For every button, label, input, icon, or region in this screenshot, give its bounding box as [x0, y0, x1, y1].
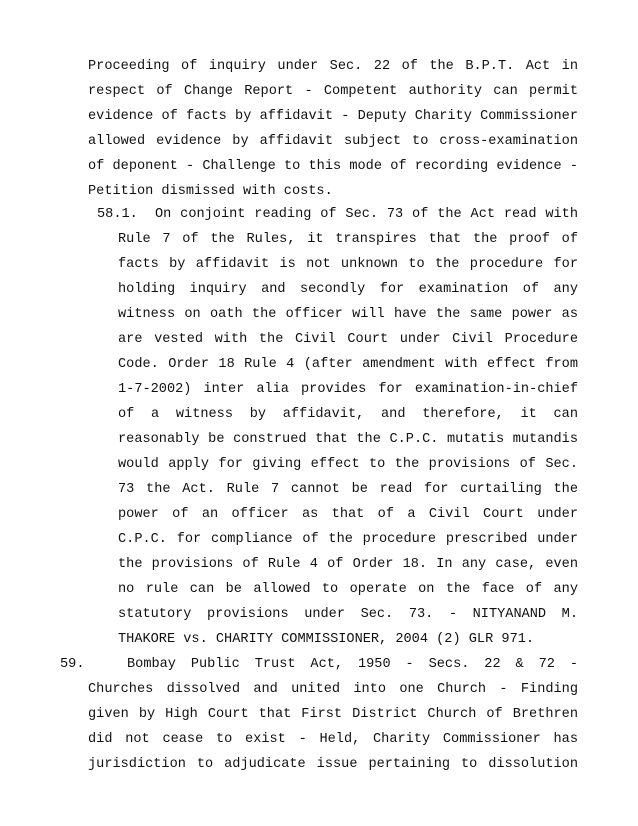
- paragraph-line: 73 the Act. Rule 7 cannot be read for curtailing the: [118, 482, 578, 497]
- paragraph-line: facts by affidavit is not unknown to the procedure for: [118, 257, 578, 272]
- paragraph-line: On conjoint reading of Sec. 73 of the Act read with: [155, 207, 578, 222]
- paragraph-line: the provisions of Rule 4 of Order 18. In any case, even: [118, 557, 578, 572]
- paragraph-line: statutory provisions under Sec. 73. - NITYANAND M.: [118, 607, 578, 622]
- paragraph-line: holding inquiry and secondly for examination of any: [118, 282, 578, 297]
- paragraph-number: 58.1.: [97, 207, 138, 222]
- paragraph-line: power of an officer as that of a Civil Court under: [118, 507, 578, 522]
- citation-line: THAKORE vs. CHARITY COMMISSIONER, 2004 (2) GLR 971.: [118, 632, 535, 647]
- paragraph-line: Rule 7 of the Rules, it transpires that the proof of: [118, 232, 578, 247]
- paragraph-line: Code. Order 18 Rule 4 (after amendment with effect from: [118, 357, 578, 372]
- paragraph-line: Bombay Public Trust Act, 1950 - Secs. 22 & 72 -: [127, 657, 578, 672]
- headnote-line: Proceeding of inquiry under Sec. 22 of the B.P.T. Act in: [88, 59, 578, 74]
- paragraph-line: jurisdiction to adjudicate issue pertaining to dissolution: [88, 757, 578, 772]
- paragraph-line: did not cease to exist - Held, Charity Commissioner has: [88, 732, 578, 747]
- headnote-line: respect of Change Report - Competent authority can permit: [88, 84, 578, 99]
- paragraph-line: 1-7-2002) inter alia provides for examination-in-chief: [118, 382, 578, 397]
- headnote-line: of deponent - Challenge to this mode of recording evidence -: [88, 159, 578, 174]
- paragraph-line: witness on oath the officer will have the same power as: [118, 307, 578, 322]
- paragraph-line: C.P.C. for compliance of the procedure prescribed under: [118, 532, 578, 547]
- headnote-line: allowed evidence by affidavit subject to cross-examination: [88, 134, 578, 149]
- headnote-line: Petition dismissed with costs.: [88, 184, 333, 199]
- paragraph-line: given by High Court that First District Church of Brethren: [88, 707, 578, 722]
- paragraph-line: reasonably be construed that the C.P.C. mutatis mutandis: [118, 432, 578, 447]
- paragraph-line: of a witness by affidavit, and therefore, it can: [118, 407, 578, 422]
- headnote-line: evidence of facts by affidavit - Deputy Charity Commissioner: [88, 109, 578, 124]
- paragraph-line: Churches dissolved and united into one Church - Finding: [88, 682, 578, 697]
- paragraph-line: no rule can be allowed to operate on the face of any: [118, 582, 578, 597]
- paragraph-number: 59.: [60, 657, 85, 672]
- paragraph-line: would apply for giving effect to the provisions of Sec.: [118, 457, 578, 472]
- paragraph-line: are vested with the Civil Court under Civil Procedure: [118, 332, 578, 347]
